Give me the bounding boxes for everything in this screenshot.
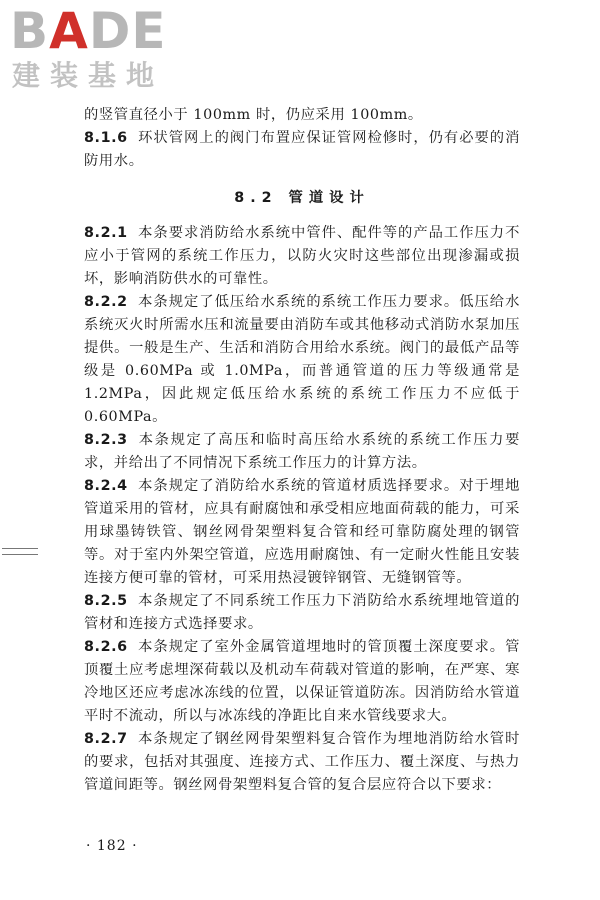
- paragraph-text: 的竖管直径小于 100mm 时，仍应采用 100mm。: [84, 107, 423, 123]
- clause-number: 8.2.2: [84, 294, 128, 310]
- clause-text: 环状管网上的阀门布置应保证管网检修时，仍有必要的消防用水。: [84, 130, 520, 169]
- clause-number: 8.2.3: [84, 432, 128, 448]
- clause-number: 8.2.4: [84, 478, 128, 494]
- clause-8-2-3: [84, 429, 520, 475]
- clause-text: 本条要求消防给水系统中管件、配件等的产品工作压力不应小于管网的系统工作压力，以防火灾时这些部位出现渗漏或损坏，影响消防供水的可靠性。: [84, 225, 520, 287]
- clause-text: 本条规定了低压给水系统的系统工作压力要求。低压给水系统灭火时所需水压和流量要由消防车或其他移动式消防水泵加压提供。一般是生产、生活和消防合用给水系统。阀门的最低产品等级是 0.60MPa 或 1.0MPa，而普通管道的压力等级通常是 1.2MPa，因此规定低压给水系统的系统工作压力不应低于 0.60MPa。: [84, 294, 520, 425]
- clause-8-2-2: [84, 291, 520, 429]
- page-number: · 182 ·: [86, 838, 138, 854]
- bade-logo: [10, 4, 180, 96]
- margin-mark: [2, 548, 38, 555]
- clause-8-1-6: [84, 127, 520, 173]
- paragraph-continuation: [84, 104, 520, 127]
- logo-wordmark: [10, 4, 167, 58]
- logo-letters-de: DE: [88, 2, 167, 60]
- clause-8-2-1: [84, 222, 520, 291]
- clause-text: 本条规定了不同系统工作压力下消防给水系统埋地管道的管材和连接方式选择要求。: [84, 593, 520, 632]
- logo-subtitle: 建装基地: [12, 59, 165, 92]
- clause-number: 8.2.6: [84, 639, 128, 655]
- clause-8-2-5: [84, 590, 520, 636]
- logo-letter-a: A: [49, 2, 89, 60]
- clause-text: 本条规定了钢丝网骨架塑料复合管作为埋地消防给水管时的要求，包括对其强度、连接方式、工作压力、覆土深度、与热力管道间距等。钢丝网骨架塑料复合管的复合层应符合以下要求：: [84, 731, 520, 793]
- document-body: [84, 104, 520, 797]
- clause-number: 8.2.7: [84, 731, 128, 747]
- section-heading: 8.2 管道设计: [234, 190, 370, 206]
- clause-number: 8.2.5: [84, 593, 128, 609]
- clause-text: 本条规定了高压和临时高压给水系统的系统工作压力要求，并给出了不同情况下系统工作压力的计算方法。: [84, 432, 520, 471]
- clause-text: 本条规定了消防给水系统的管道材质选择要求。对于埋地管道采用的管材，应具有耐腐蚀和承受相应地面荷载的能力，可采用球墨铸铁管、钢丝网骨架塑料复合管和经可靠防腐处理的钢管等。对于室内外架空管道，应选用耐腐蚀、有一定耐火性能且安装连接方便可靠的管材，可采用热浸镀锌钢管、无缝钢管等。: [84, 478, 520, 586]
- logo-letter-b: B: [10, 2, 50, 60]
- clause-number: 8.1.6: [84, 130, 128, 146]
- clause-8-2-4: [84, 475, 520, 590]
- clause-8-2-6: [84, 636, 520, 728]
- clause-text: 本条规定了室外金属管道埋地时的管顶覆土深度要求。管顶覆土应考虑埋深荷载以及机动车荷载对管道的影响，在严寒、寒冷地区还应考虑冰冻线的位置，以保证管道防冻。因消防给水管道平时不流动，所以与冰冻线的净距比自来水管线要求大。: [84, 639, 520, 724]
- clause-number: 8.2.1: [84, 225, 128, 241]
- clause-8-2-7: [84, 728, 520, 797]
